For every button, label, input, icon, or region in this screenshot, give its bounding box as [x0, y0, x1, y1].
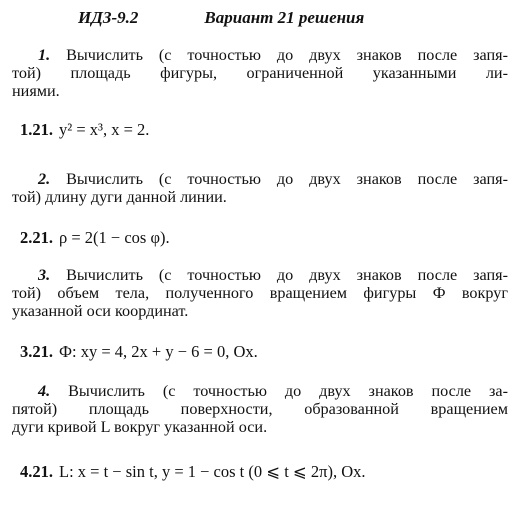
- task-number: 4.: [38, 382, 51, 400]
- problem-expression: Ф: xy = 4, 2x + y − 6 = 0, Ox.: [59, 342, 258, 361]
- task-number: 2.: [38, 170, 51, 188]
- task-2-statement: [12, 170, 508, 206]
- problem-number: 3.21.: [20, 342, 53, 361]
- task-text-line: пятой) площадь поверхности, образованной вращением: [12, 400, 508, 418]
- task-text-line: той) площадь фигуры, ограниченной указанными ли-: [12, 64, 508, 82]
- problem-4-21: [20, 462, 365, 482]
- task-text-line: той) длину дуги данной линии.: [12, 188, 227, 206]
- problem-expression: y² = x³, x = 2.: [59, 120, 150, 139]
- task-text-line: ниями.: [12, 82, 60, 100]
- problem-3-21: [20, 342, 258, 362]
- problem-expression: L: x = t − sin t, y = 1 − cos t (0 ⩽ t ⩽ 2π), Ox.: [59, 462, 366, 481]
- problem-number: 4.21.: [20, 462, 53, 481]
- variant-title: Вариант 21 решения: [204, 8, 365, 27]
- task-text-line: той) объем тела, полученного вращением фигуры Ф вокруг: [12, 284, 508, 302]
- task-text-line: Вычислить (с точностью до двух знаков после запя-: [66, 170, 509, 188]
- document-header: [78, 8, 364, 28]
- assignment-code: ИДЗ-9.2: [78, 8, 139, 27]
- task-text-line: дуги кривой L вокруг указанной оси.: [12, 418, 268, 436]
- task-text-line: Вычислить (с точностью до двух знаков после за-: [68, 382, 509, 400]
- task-number: 1.: [38, 46, 51, 64]
- problem-2-21: [20, 228, 170, 248]
- task-3-statement: [12, 266, 508, 320]
- problem-number: 1.21.: [20, 120, 53, 139]
- task-4-statement: [12, 382, 508, 436]
- task-text-line: Вычислить (с точностью до двух знаков после запя-: [66, 46, 509, 64]
- task-text-line: указанной оси координат.: [12, 302, 189, 320]
- problem-1-21: [20, 120, 149, 140]
- task-text-line: Вычислить (с точностью до двух знаков после запя-: [66, 266, 509, 284]
- task-number: 3.: [38, 266, 51, 284]
- problem-expression: ρ = 2(1 − cos φ).: [59, 228, 170, 247]
- problem-number: 2.21.: [20, 228, 53, 247]
- task-1-statement: [12, 46, 508, 100]
